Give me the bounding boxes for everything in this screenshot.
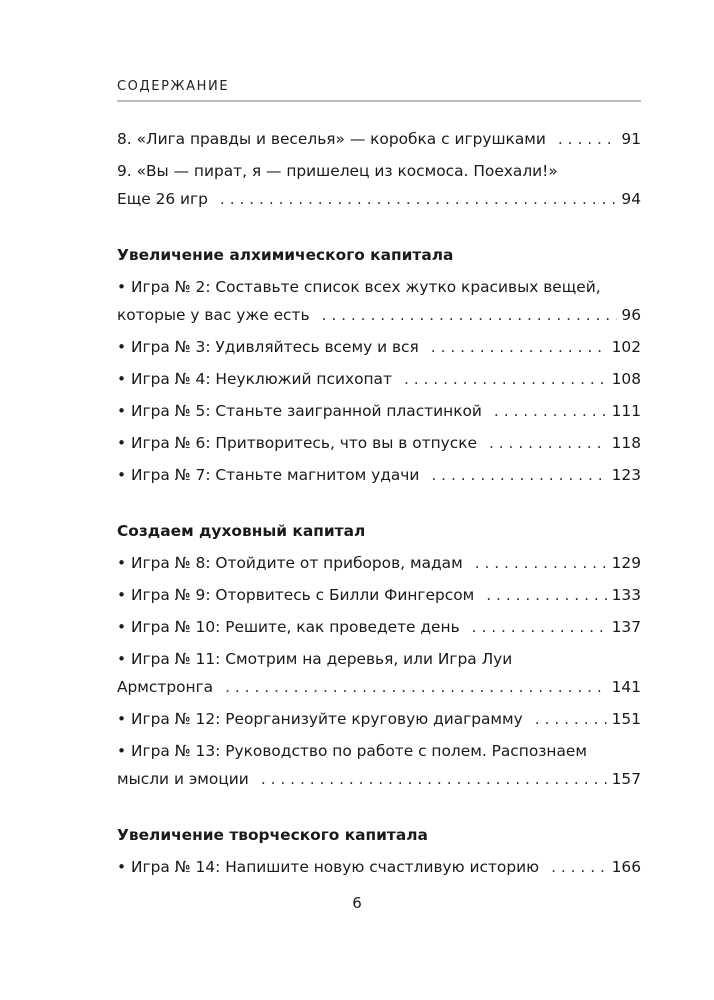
running-header: СОДЕРЖАНИЕ xyxy=(117,79,230,94)
toc-entry xyxy=(117,645,641,701)
toc-entry-leader-line xyxy=(117,333,641,361)
toc-page-number: 94 xyxy=(621,190,641,208)
toc-entry-title: • Игра № 10: Решите, как проведете день xyxy=(117,618,460,636)
dot-leader xyxy=(494,397,608,425)
toc-entry xyxy=(117,461,641,489)
toc-entry-line: • Игра № 11: Смотрим на деревья, или Игра Луи xyxy=(117,650,513,668)
dot-leader xyxy=(558,125,618,153)
toc-page-number: 157 xyxy=(611,770,641,788)
toc-entry-leader-line xyxy=(117,365,641,393)
toc-entry-line: • Игра № 13: Руководство по работе с полем. Распознаем xyxy=(117,742,588,760)
toc-entry-leader-line xyxy=(117,397,641,425)
toc-entry-title: • Игра № 8: Отойдите от приборов, мадам xyxy=(117,554,463,572)
toc-entry-title: • Игра № 3: Удивляйтесь всему и вся xyxy=(117,338,419,356)
toc-page-number: 111 xyxy=(611,402,641,420)
section-title: Создаем духовный капитал xyxy=(117,522,366,540)
section-title: Увеличение алхимического капитала xyxy=(117,246,454,264)
dot-leader xyxy=(225,673,608,701)
toc-entry-leader-line xyxy=(117,461,641,489)
toc-entry xyxy=(117,333,641,361)
dot-leader xyxy=(261,765,608,793)
toc-entry-title: Еще 26 игр xyxy=(117,190,208,208)
toc-entry-title: которые у вас уже есть xyxy=(117,306,310,324)
toc-entry xyxy=(117,705,641,733)
toc-entry xyxy=(117,853,641,881)
toc-entry xyxy=(117,365,641,393)
section-title: Увеличение творческого капитала xyxy=(117,826,428,844)
toc-entry-line: 9. «Вы — пират, я — пришелец из космоса. Поехали!» xyxy=(117,162,558,180)
toc-entry xyxy=(117,397,641,425)
dot-leader xyxy=(535,705,608,733)
dot-leader xyxy=(551,853,608,881)
toc-entry-leader-line xyxy=(117,301,641,329)
dot-leader xyxy=(431,461,607,489)
toc-page-number: 91 xyxy=(621,130,641,148)
toc-entry-leader-line xyxy=(117,581,641,609)
dot-leader xyxy=(472,613,608,641)
dot-leader xyxy=(475,549,608,577)
toc-entry-title: • Игра № 14: Напишите новую счастливую историю xyxy=(117,858,540,876)
toc-entry xyxy=(117,157,641,213)
toc-page-number: 137 xyxy=(611,618,641,636)
toc-page-number: 118 xyxy=(611,434,641,452)
toc-entry-leader-line xyxy=(117,429,641,457)
toc-entry-leader-line xyxy=(117,705,641,733)
toc-entry-title: • Игра № 12: Реорганизуйте круговую диаграмму xyxy=(117,710,523,728)
dot-leader xyxy=(486,581,607,609)
toc-page-number: 108 xyxy=(611,370,641,388)
toc-entry-line: • Игра № 2: Составьте список всех жутко красивых вещей, xyxy=(117,278,601,296)
page-number: 6 xyxy=(352,894,362,912)
dot-leader xyxy=(322,301,618,329)
dot-leader xyxy=(220,185,617,213)
dot-leader xyxy=(489,429,608,457)
toc-page-number: 166 xyxy=(611,858,641,876)
toc-entry-leader-line xyxy=(117,765,641,793)
toc-page-number: 96 xyxy=(621,306,641,324)
toc-entry-title: • Игра № 4: Неуклюжий психопат xyxy=(117,370,392,388)
toc-entry-title: • Игра № 6: Притворитесь, что вы в отпуске xyxy=(117,434,477,452)
toc-page-number: 123 xyxy=(611,466,641,484)
toc-page-number: 151 xyxy=(611,710,641,728)
toc-entry-title: Армстронга xyxy=(117,678,214,696)
toc-entry-leader-line xyxy=(117,853,641,881)
toc-entry-leader-line xyxy=(117,613,641,641)
dot-leader xyxy=(404,365,608,393)
table-of-contents xyxy=(117,125,641,885)
toc-entry-leader-line xyxy=(117,673,641,701)
toc-entry-title: • Игра № 9: Оторвитесь с Билли Фингерсом xyxy=(117,586,475,604)
toc-entry-title: • Игра № 7: Станьте магнитом удачи xyxy=(117,466,420,484)
toc-entry xyxy=(117,613,641,641)
toc-entry-title: • Игра № 5: Станьте заигранной пластинкой xyxy=(117,402,482,420)
header-divider xyxy=(117,100,641,102)
toc-entry xyxy=(117,273,641,329)
toc-page-number: 133 xyxy=(611,586,641,604)
toc-entry xyxy=(117,125,641,153)
toc-page-number: 102 xyxy=(611,338,641,356)
toc-entry-title: мысли и эмоции xyxy=(117,770,249,788)
toc-entry xyxy=(117,581,641,609)
toc-entry xyxy=(117,737,641,793)
toc-entry-title: 8. «Лига правды и веселья» — коробка с игрушками xyxy=(117,130,546,148)
toc-entry-leader-line xyxy=(117,185,641,213)
toc-page-number: 141 xyxy=(611,678,641,696)
toc-entry xyxy=(117,429,641,457)
toc-entry-leader-line xyxy=(117,549,641,577)
toc-page-number: 129 xyxy=(611,554,641,572)
toc-entry xyxy=(117,549,641,577)
dot-leader xyxy=(431,333,608,361)
toc-entry-leader-line xyxy=(117,125,641,153)
